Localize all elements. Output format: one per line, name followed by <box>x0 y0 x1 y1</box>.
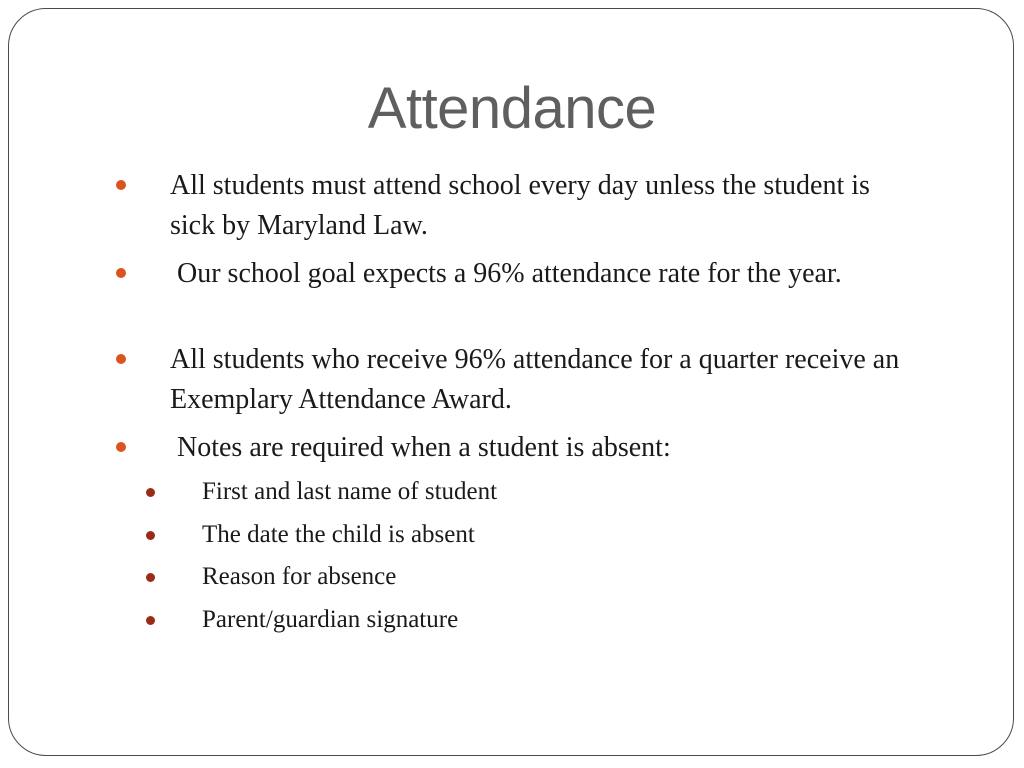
sub-bullet-text: First and last name of student <box>202 478 498 505</box>
bullet-dot-icon <box>116 442 126 452</box>
sub-bullet-text: Reason for absence <box>202 563 397 590</box>
bullet-text: Our school goal expects a 96% attendance rate for the year. <box>170 258 842 289</box>
sub-bullet-item <box>202 477 902 507</box>
bullet-text: All students who receive 96% attendance for a quarter receive an Exemplary Attendance Award. <box>170 344 900 415</box>
bullet-text: All students must attend school every day unless the student is sick by Maryland Law. <box>170 170 870 241</box>
bullet-dot-icon <box>116 268 126 278</box>
bullet-item <box>170 254 920 294</box>
sub-bullet-item <box>202 562 902 592</box>
slide-title: Attendance <box>367 76 657 141</box>
bullet-dot-icon <box>146 531 155 540</box>
bullet-dot-icon <box>116 180 126 190</box>
bullet-dot-icon <box>146 573 155 582</box>
bullet-dot-icon <box>116 354 126 364</box>
sub-bullet-text: The date the child is absent <box>202 521 475 548</box>
bullet-item <box>170 166 920 246</box>
sub-bullet-item <box>202 605 902 635</box>
sub-bullet-text: Parent/guardian signature <box>202 606 459 633</box>
sub-bullet-item <box>202 520 902 550</box>
bullet-text: Notes are required when a student is absent: <box>170 432 671 463</box>
bullet-dot-icon <box>146 488 155 497</box>
bullet-dot-icon <box>146 616 155 625</box>
bullet-item <box>170 428 920 468</box>
bullet-item <box>170 340 920 420</box>
